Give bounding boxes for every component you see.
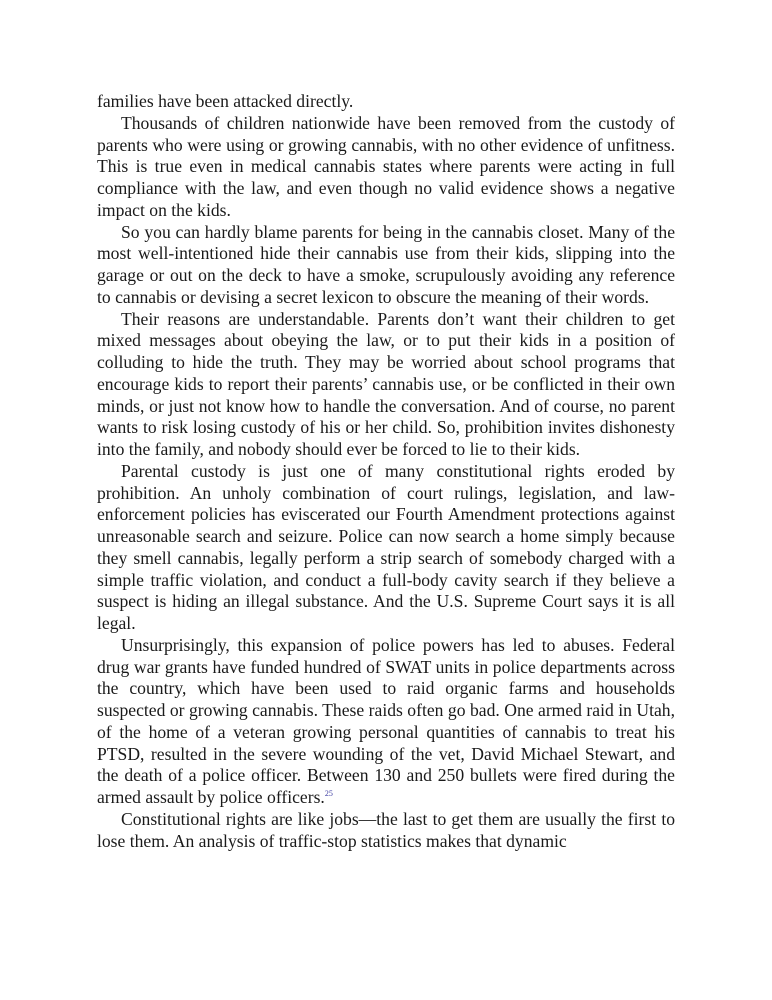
paragraph-custody-removals	[97, 113, 675, 222]
paragraph-text: Their reasons are understandable. Parents don’t want their children to get mixed messages about obeying the law, or to put their kids in a position of colluding to hide the truth. They may be worried about school programs that encourage kids to report their parents’ cannabis use, or be conflicted in their own minds, or just not know how to handle the conversation. And of course, no parent wants to risk losing custody of his or her child. So, prohibition invites dishonesty into the family, and nobody should ever be forced to lie to their kids.	[97, 308, 675, 459]
paragraph-text: Constitutional rights are like jobs—the last to get them are usually the first to lose them. An analysis of traffic-stop statistics makes that dynamic	[97, 808, 675, 851]
paragraph-parent-reasons	[97, 309, 675, 461]
paragraph-police-powers	[97, 635, 675, 809]
paragraph-text: Thousands of children nationwide have been removed from the custody of parents who were using or growing cannabis, with no other evidence of unfitness. This is true even in medical cannabis states where parents were acting in full compliance with the law, and even though no valid evidence shows a negative impact on the kids.	[97, 112, 675, 220]
paragraph-rights-jobs	[97, 809, 675, 853]
footnote-reference-link[interactable]: 25	[324, 789, 333, 799]
paragraph-text: families have been attacked directly.	[97, 91, 354, 111]
paragraph-text: So you can hardly blame parents for being in the cannabis closet. Many of the most well-intentioned hide their cannabis use from their kids, slipping into the garage or out on the deck to have a smoke, scrupulously avoiding any reference to cannabis or devising a secret lexicon to obscure the meaning of their words.	[97, 221, 675, 307]
paragraph-constitutional-rights	[97, 461, 675, 635]
page-body	[97, 91, 675, 852]
paragraph-continuation	[97, 91, 675, 113]
paragraph-text: Parental custody is just one of many constitutional rights eroded by prohibition. An unholy combination of court rulings, legislation, and law-enforcement policies has eviscerated our Fourth Amendment protections against unreasonable search and seizure. Police can now search a home simply because they smell cannabis, legally perform a strip search of somebody charged with a simple traffic violation, and conduct a full-body cavity search if they believe a suspect is hiding an illegal substance. And the U.S. Supreme Court says it is all legal.	[97, 460, 675, 633]
paragraph-cannabis-closet	[97, 222, 675, 309]
paragraph-text: Unsurprisingly, this expansion of police powers has led to abuses. Federal drug war grants have funded hundred of SWAT units in police departments across the country, which have been used to raid organic farms and households suspected or growing cannabis. These raids often go bad. One armed raid in Utah, of the home of a veteran growing personal quantities of cannabis to treat his PTSD, resulted in the severe wounding of the vet, David Michael Stewart, and the death of a police officer. Between 130 and 250 bullets were fired during the armed assault by police officers.	[97, 634, 675, 807]
